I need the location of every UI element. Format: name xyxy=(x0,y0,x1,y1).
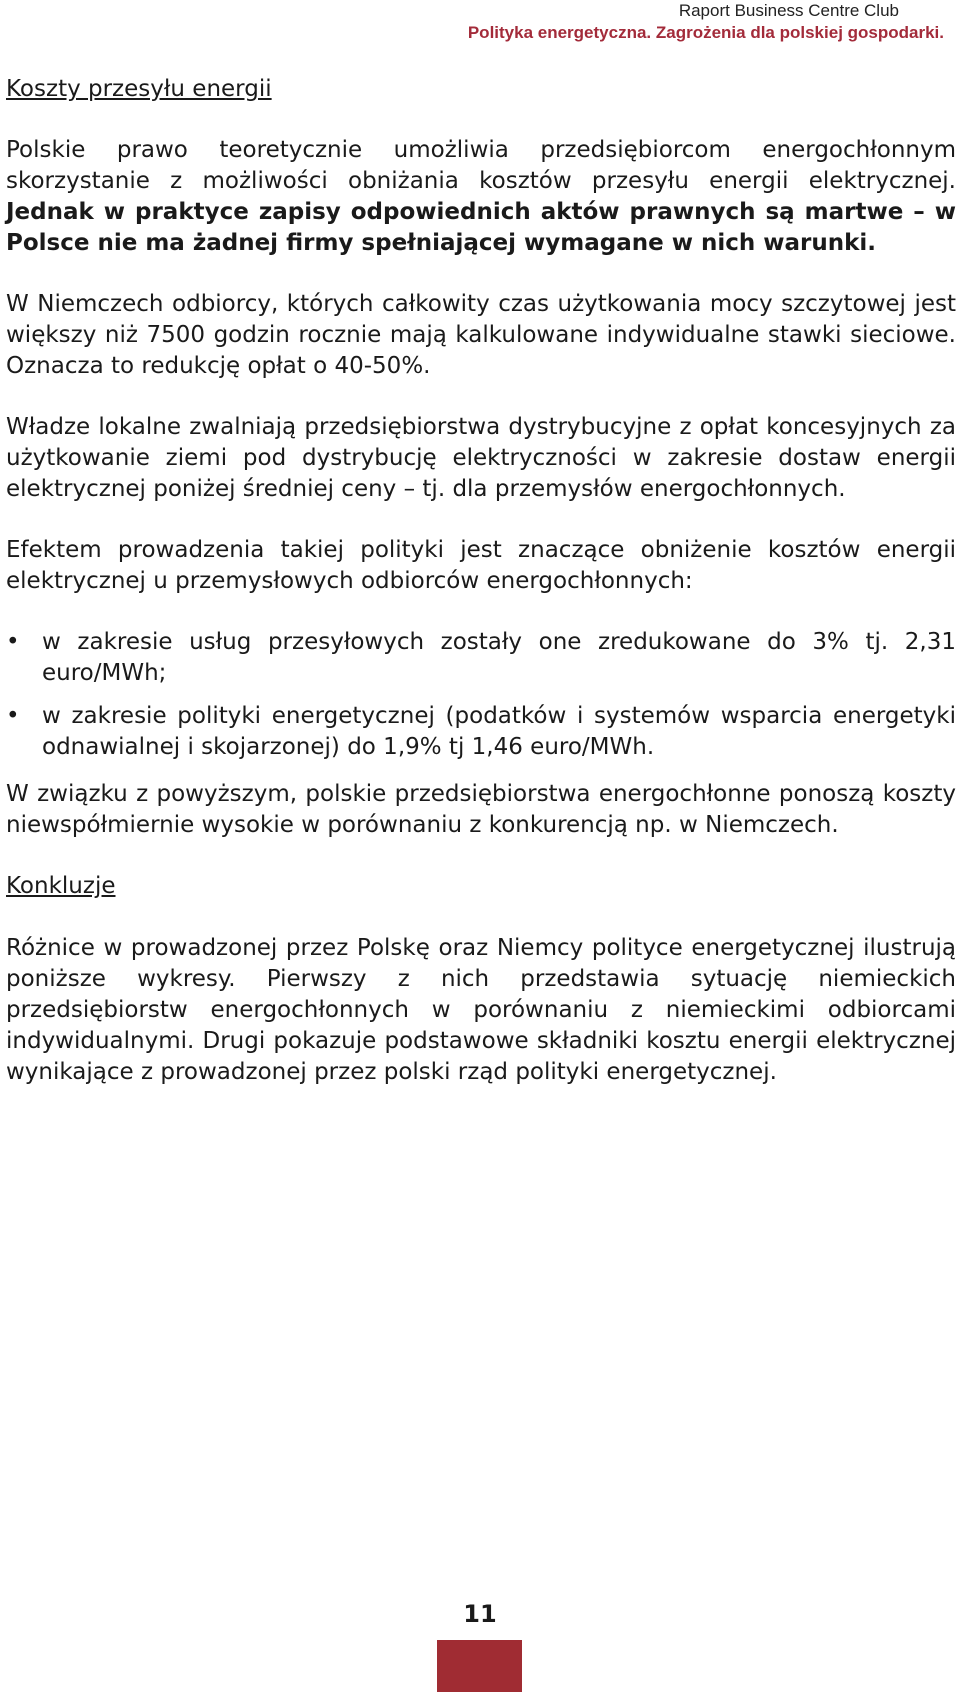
footer-color-block xyxy=(437,1640,522,1692)
bullet-icon: • xyxy=(6,629,20,655)
paragraph-consequence: W związku z powyższym, polskie przedsiębiorstwa energochłonne ponoszą koszty niewspółmiernie wysokie w porównaniu z konkurencją np. w Niemczech. xyxy=(6,781,956,838)
section-heading-transmission-costs: Koszty przesyłu energii xyxy=(6,76,272,102)
paragraph-legal-basis-text: Polskie prawo teoretycznie umożliwia przedsiębiorcom energochłonnym skorzystanie z możliwości obniżania kosztów przesyłu energii elektrycznej. xyxy=(6,137,956,194)
list-item-text: w zakresie usług przesyłowych zostały one zredukowane do 3% tj. 2,31 euro/MWh; xyxy=(42,629,956,686)
bullet-list xyxy=(6,627,956,763)
paragraph-local-authorities: Władze lokalne zwalniają przedsiębiorstwa dystrybucyjne z opłat koncesyjnych za użytkowanie ziemi pod dystrybucję elektryczności w zakresie dostaw energii elektrycznej poniżej średniej ceny – tj. dla przemysłów energochłonnych. xyxy=(6,414,956,502)
report-title: Raport Business Centre Club xyxy=(678,1,899,20)
document-body xyxy=(6,74,956,1118)
paragraph-policy-effect: Efektem prowadzenia takiej polityki jest znaczące obniżenie kosztów energii elektrycznej u przemysłowych odbiorców energochłonnych: xyxy=(6,537,956,594)
report-subtitle: Polityka energetyczna. Zagrożenia dla polskiej gospodarki. xyxy=(467,23,944,42)
page-header xyxy=(344,0,944,44)
bullet-icon: • xyxy=(6,703,20,729)
paragraph-legal-basis-emphasis: Jednak w praktyce zapisy odpowiednich aktów prawnych są martwe – w Polsce nie ma żadnej firmy spełniającej wymagane w nich warunki. xyxy=(6,199,956,256)
list-item xyxy=(6,627,956,689)
section-heading-conclusions: Konkluzje xyxy=(6,873,116,899)
page-number: 11 xyxy=(463,1600,497,1628)
paragraph-conclusions: Różnice w prowadzonej przez Polskę oraz Niemcy polityce energetycznej ilustrują poniższe wykresy. Pierwszy z nich przedstawia sytuację niemieckich przedsiębiorstw energochłonnych w porównaniu z niemieckimi odbiorcami indywidualnymi. Drugi pokazuje podstawowe składniki kosztu energii elektrycznej wynikające z prowadzonej przez polski rząd polityki energetycznej. xyxy=(6,935,956,1085)
paragraph-germany-rates: W Niemczech odbiorcy, których całkowity czas użytkowania mocy szczytowej jest większy niż 7500 godzin rocznie mają kalkulowane indywidualne stawki sieciowe. Oznacza to redukcję opłat o 40-50%. xyxy=(6,291,956,379)
list-item xyxy=(6,701,956,763)
list-item-text: w zakresie polityki energetycznej (podatków i systemów wsparcia energetyki odnawialnej i skojarzonej) do 1,9% tj 1,46 euro/MWh. xyxy=(42,703,956,760)
paragraph-legal-basis xyxy=(6,135,956,259)
